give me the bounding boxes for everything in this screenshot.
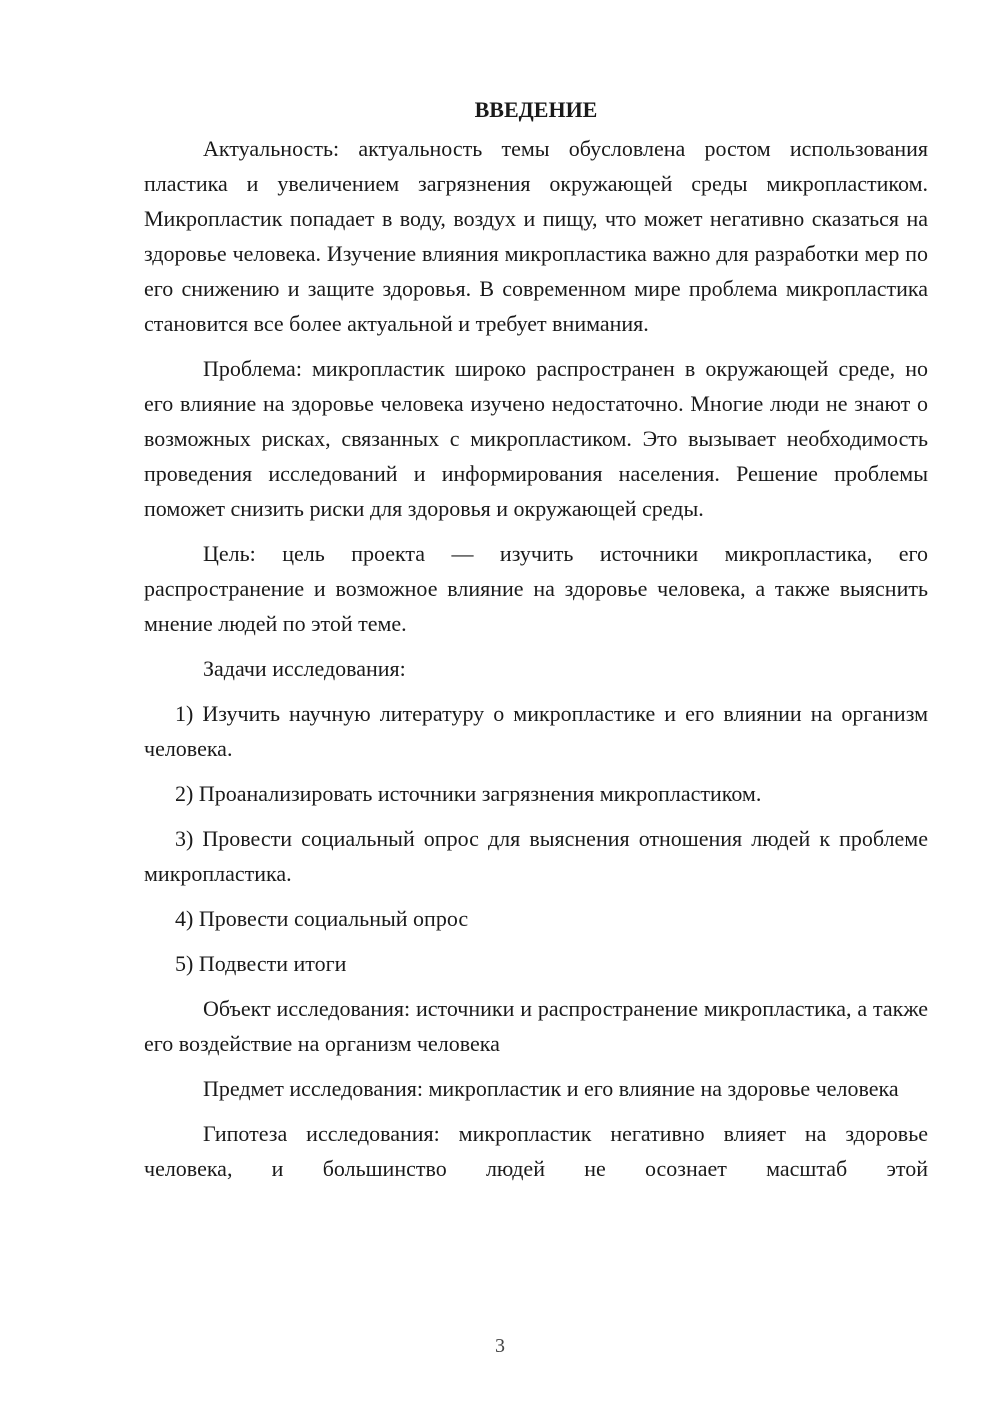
task-item-3: 3) Провести социальный опрос для выяснения отношения людей к проблеме микропластика. <box>144 826 928 886</box>
task-item-5: 5) Подвести итоги <box>175 951 347 976</box>
paragraph-goal: Цель: цель проекта — изучить источники микропластика, его распространение и возможное влияние на здоровье человека, а также выяснить мнение людей по этой теме. <box>144 541 928 636</box>
tasks-heading: Задачи исследования: <box>203 656 406 681</box>
task-item-2: 2) Проанализировать источники загрязнения микропластиком. <box>175 781 762 806</box>
task-item-4: 4) Провести социальный опрос <box>175 906 469 931</box>
paragraph-subject: Предмет исследования: микропластик и его влияние на здоровье человека <box>203 1076 899 1101</box>
page-content <box>144 92 928 1186</box>
paragraph-relevance: Актуальность: актуальность темы обусловлена ростом использования пластика и увеличением загрязнения окружающей среды микропластиком. Микропластик попадает в воду, воздух и пищу, что может негативно сказаться на здоровье человека. Изучение влияния микропластика важно для разработки мер по его снижению и защите здоровья. В современном мире проблема микропластика становится все более актуальной и требует внимания. <box>144 136 928 336</box>
paragraph-object: Объект исследования: источники и распространение микропластика, а также его воздействие на организм человека <box>144 996 928 1056</box>
paragraph-hypothesis: Гипотеза исследования: микропластик негативно влияет на здоровье человека, и большинство людей не осознает масштаб этой <box>144 1121 928 1181</box>
page-number: 3 <box>495 1335 505 1357</box>
page-title: ВВЕДЕНИЕ <box>474 97 598 122</box>
task-item-1: 1) Изучить научную литературу о микропластике и его влиянии на организм человека. <box>144 701 928 761</box>
paragraph-problem: Проблема: микропластик широко распространен в окружающей среде, но его влияние на здоровье человека изучено недостаточно. Многие люди не знают о возможных рисках, связанных с микропластиком. Это вызывает необходимость проведения исследований и информирования населения. Решение проблемы поможет снизить риски для здоровья и окружающей среды. <box>144 356 928 521</box>
